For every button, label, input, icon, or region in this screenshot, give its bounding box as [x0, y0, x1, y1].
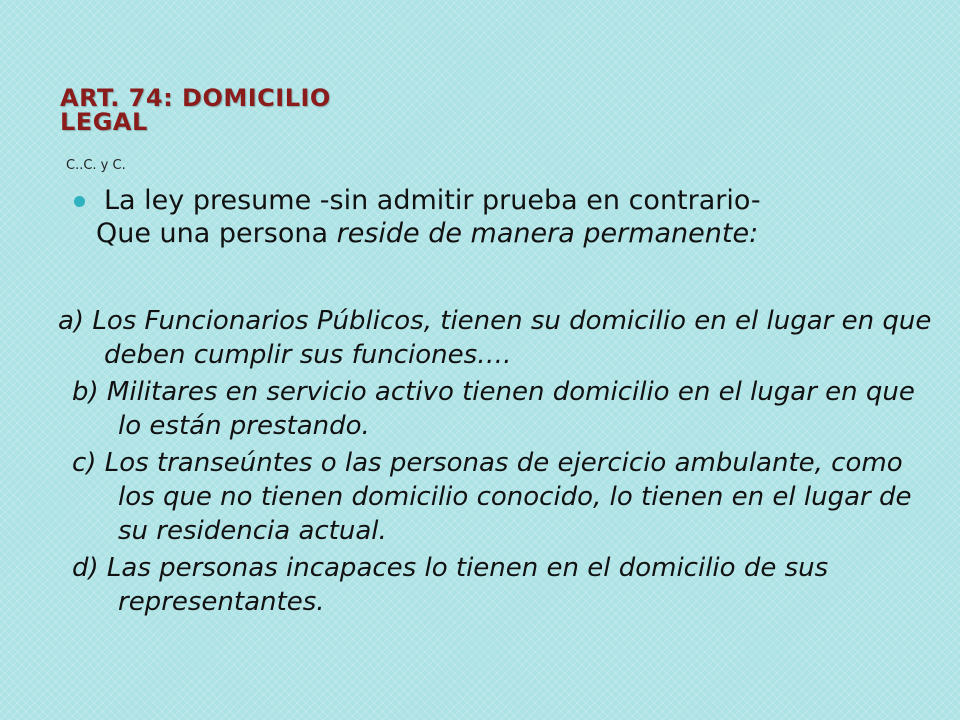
- bullet-line-2: [96, 217, 934, 250]
- bullet-line-1: La ley presume -sin admitir prueba en contrario-: [104, 185, 761, 216]
- list-item-d: d) Las personas incapaces lo tienen en el domicilio de sus representantes.: [72, 553, 829, 617]
- list-item-b: b) Militares en servicio activo tienen domicilio en el lugar en que lo están prestando.: [72, 377, 915, 441]
- items-list: [58, 304, 938, 622]
- bullet-item: [74, 184, 934, 250]
- slide-title: ART. 74: DOMICILIO LEGAL: [60, 84, 331, 136]
- bullet-line-2-italic: reside de manera permanente:: [336, 218, 759, 249]
- list-item-a: a) Los Funcionarios Públicos, tienen su domicilio en el lugar en que deben cumplir sus funciones….: [58, 306, 932, 370]
- slide-subtitle: C..C. y C.: [66, 158, 126, 173]
- bullet-text: [96, 184, 934, 250]
- bullet-line-2-plain: Que una persona: [96, 218, 337, 249]
- bullet-dot-icon: [74, 196, 85, 207]
- list-item-c: c) Los transeúntes o las personas de ejercicio ambulante, como los que no tienen domicilio conocido, lo tienen en el lugar de su residencia actual.: [72, 448, 912, 546]
